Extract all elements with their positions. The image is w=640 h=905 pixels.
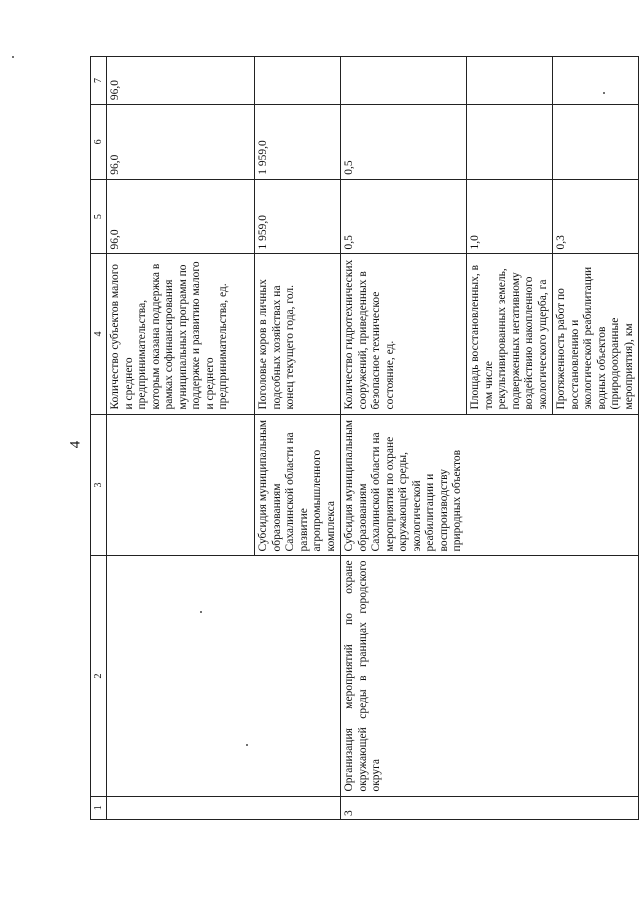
table-row <box>553 57 639 820</box>
table-row <box>107 57 255 820</box>
indicator-cell: Площадь восстановленных, в том числе рекультивированных земель, подверженных негативному воздействию накопленного экологического ущерба, га <box>467 254 553 414</box>
page-number: 4 <box>67 440 84 449</box>
header-cell: 7 <box>91 57 107 105</box>
table-row <box>255 57 341 820</box>
value-cell <box>553 57 639 105</box>
subsidy-cell <box>467 414 553 556</box>
header-cell: 4 <box>91 254 107 414</box>
value-cell: 0,3 <box>553 179 639 254</box>
table-row <box>341 57 467 820</box>
subsidy-indicators-table <box>90 56 639 820</box>
subsidy-cell: Субсидия муниципальным образованиям Сахалинской области на мероприятия по охране окружающей среды, экологической реабилитации и воспроизводству природных объектов <box>341 414 467 556</box>
value-cell <box>467 105 553 180</box>
value-cell: 0,5 <box>341 179 467 254</box>
header-cell: 1 <box>91 796 107 819</box>
value-cell: 96,0 <box>107 105 255 180</box>
value-cell <box>553 105 639 180</box>
indicator-cell: Количество гидротехнических сооружений, приведенных в безопасное техническое состояние, ед. <box>341 254 467 414</box>
activity-cell <box>467 556 553 796</box>
value-cell: 96,0 <box>107 179 255 254</box>
row-number-cell <box>255 796 341 819</box>
header-cell: 2 <box>91 556 107 796</box>
indicator-cell: Поголовье коров в личных подсобных хозяйствах на конец текущего года, гол. <box>255 254 341 414</box>
subsidy-cell <box>107 414 255 556</box>
scan-speck <box>12 56 14 58</box>
table-header-row <box>91 57 107 820</box>
header-cell: 6 <box>91 105 107 180</box>
header-cell: 3 <box>91 414 107 556</box>
value-cell: 96,0 <box>107 57 255 105</box>
activity-cell <box>107 556 255 796</box>
value-cell: 1 959,0 <box>255 179 341 254</box>
indicator-cell: Количество субъектов малого и среднего предпринимательства, которым оказана поддержка в рамках софинансирования муниципальных программ по поддержке и развитию малого и среднего предпринимательства, ед. <box>107 254 255 414</box>
rotated-table-container <box>90 56 635 820</box>
value-cell <box>341 57 467 105</box>
subsidy-cell <box>553 414 639 556</box>
activity-cell <box>255 556 341 796</box>
value-cell: 0,5 <box>341 105 467 180</box>
header-cell: 5 <box>91 179 107 254</box>
indicator-cell: Протяженность работ по восстановлению и экологической реабилитации водных объектов (природоохранные мероприятия), км <box>553 254 639 414</box>
value-cell: 1,0 <box>467 179 553 254</box>
value-cell <box>467 57 553 105</box>
value-cell: 1 959,0 <box>255 105 341 180</box>
row-number-cell <box>467 796 553 819</box>
subsidy-cell: Субсидия муниципальным образованиям Сахалинской области на развитие агропромышленного комплекса <box>255 414 341 556</box>
activity-cell: Организация мероприятий по охране окружающей среды в границах городского округа <box>341 556 467 796</box>
table-row <box>467 57 553 820</box>
activity-cell <box>553 556 639 796</box>
row-number-cell: 3 <box>341 796 467 819</box>
row-number-cell <box>107 796 255 819</box>
value-cell <box>255 57 341 105</box>
row-number-cell <box>553 796 639 819</box>
